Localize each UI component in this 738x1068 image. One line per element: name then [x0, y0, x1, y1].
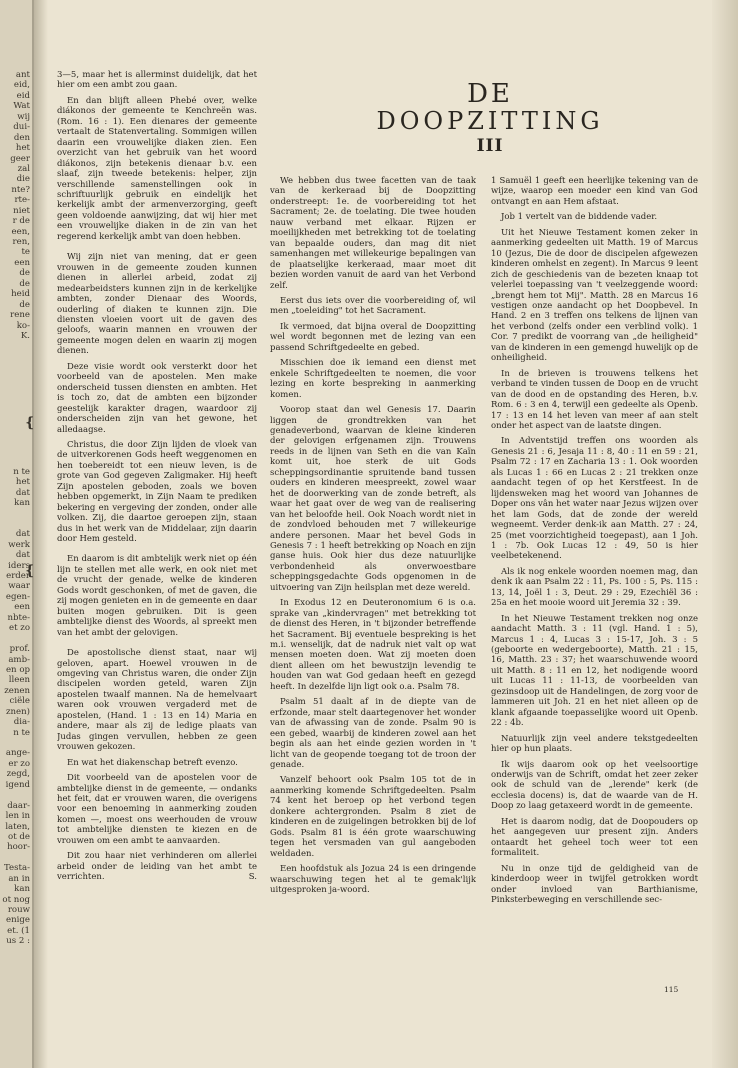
previous-page-fragment: de — [19, 278, 30, 289]
paragraph: In Adventstijd treffen ons woorden als Genesis 21 : 6, Jesaja 11 : 8, 40 : 11 en 59 : 21, Psalm 72 : 17 en Zacharia 13 : 1. Ook woorden als Lucas 1 : 66 en Lucas 2 : 21 trekken onze aandacht tegen of op het Kerstfeest. In de lijdensweken mag het woord van Johannes de Doper ons vân het water naar Jezus wijzen over het lam Gods, dat de zonde der wereld wegneemt. Verder denk-ik aan Matth. 27 : 24, 25 (met voorzichtigheid toegepast), aan 1 Joh. 1 : 7b. Ook Lucas 12 : 49, 50 is hier veelbetekenend. — [491, 436, 698, 562]
previous-page-fragment: dat — [15, 487, 30, 498]
previous-page-fragment — [0, 790, 30, 800]
previous-page-fragment — [0, 373, 30, 383]
previous-page-fragment — [0, 446, 30, 456]
previous-page-fragment: het — [15, 143, 30, 154]
previous-page-fragment: daar- — [7, 800, 30, 811]
previous-page-fragment: nbte- — [7, 612, 30, 623]
previous-page-fragments — [0, 70, 30, 947]
paragraph: Uit het Nieuwe Testament komen zeker in aanmerking gedeelten uit Matth. 19 of Marcus 10 (Jezus, Die de door de discipelen afgewezen kinderen omhelst en zegent). In Marcus 9 leent zich de geschiedenis van de bezeten knaap tot velerlei toepassing van 't veelzeggende woord: „brengt hem tot Mij". Matth. 28 en Marcus 16 vestigen onze aandacht op het Doopbevel. In Hand. 2 en 3 treffen ons telkens de lijnen van het verbond (zelfs onder een verblind volk). 1 Cor. 7 predikt de voorrang van „de heiligheid" van de kinderen in een gemengd huwelijk op de onheiligheid. — [491, 227, 698, 364]
paragraph: Misschien doe ik iemand een dienst met enkele Schriftgedeelten te noemen, die voor lezing en korte bespreking in aanmerking komen. — [270, 358, 476, 400]
previous-page-fragment: waar — [8, 581, 30, 592]
previous-page-fragment: ange- — [5, 748, 30, 759]
previous-page-fragment: r de — [12, 216, 30, 227]
column-right — [491, 176, 698, 996]
previous-page-fragment: n te — [13, 466, 30, 477]
paragraph: Als ik nog enkele woorden noemen mag, dan denk ik aan Psalm 22 : 11, Ps. 100 : 5, Ps. 115 : 13, 14, Joël 1 : 3, Deut. 29 : 29, Ezechiël 36 : 25a en het mooie woord uit Jeremia 32 : 39. — [491, 566, 698, 609]
previous-page-fragment: een — [14, 602, 30, 613]
previous-page-fragment: ant — [15, 70, 30, 80]
page-edge — [712, 0, 738, 1068]
previous-page-fragment: n te — [13, 727, 30, 738]
article-title — [280, 80, 700, 156]
column-middle — [270, 176, 476, 956]
previous-page-fragment — [0, 383, 30, 393]
previous-page-fragment — [0, 634, 30, 644]
previous-page-fragment: rte- — [14, 195, 30, 206]
margin-bracket-icon: ❴ — [24, 415, 36, 431]
paragraph: De apostolische dienst staat, naar wij geloven, apart. Hoewel vrouwen in de omgeving van Christus waren, die onder Zijn discipelen worden geteld, waren Zijn apostelen twaalf mannen. Na de hemelvaart waren ook vrouwen vergaderd met de apostelen, (Hand. 1 : 13 en 14) Maria en andere, maar als zij de ledige plaats van Judas gingen vervullen, hebben ze geen vrouwen gekozen. — [57, 648, 257, 753]
previous-page-fragment: en op — [5, 664, 30, 675]
paragraph: We hebben dus twee facetten van de taak van de kerkeraad bij de Doopzitting onderstreept: 1e. de voorbereiding tot het Sacrament; 2e. de toelating. Die twee houden nauw verband met elkaar. Rijzen er moeilijkheden met betrekking tot de toelating van bepaalde ouders, dan mag dit niet samenhangen met willekeurige bepalingen van de plaatselijke kerkeraad, maar moet dit bezien worden vanuit de aard van het Verbond zelf. — [270, 176, 476, 291]
previous-page-fragment: wij — [17, 111, 30, 122]
previous-page-fragment: rene — [10, 310, 30, 321]
previous-page-fragment: us 2 : — [6, 936, 30, 947]
previous-page-fragment — [0, 738, 30, 748]
previous-page-fragment: een, — [11, 226, 30, 237]
paragraph-text: Dit zou haar niet verhinderen om allerlei arbeid onder de leiding van het ambt te verrichten. — [57, 851, 257, 883]
paragraph: Psalm 51 daalt af in de diepte van de erfzonde, maar stelt daartegenover het wonder van de afwassing van de zonde. Psalm 90 is een gebed, waarbij de kinderen zowel aan het begin als aan het einde gezien worden in 't licht van de geopende toegang tot de troon der genade. — [270, 697, 476, 771]
previous-page-fragment: et zo — [9, 623, 30, 634]
previous-page-fragment: ot de — [8, 831, 30, 842]
paragraph: 3—5, maar het is allerminst duidelijk, dat het hier om een ambt zou gaan. — [57, 70, 257, 91]
previous-page-fragment: et. (1 — [7, 925, 30, 936]
previous-page-fragment: zal — [17, 163, 30, 174]
previous-page-fragment: niet — [13, 205, 30, 216]
previous-page-fragment: laten, — [5, 821, 30, 832]
previous-page-fragment: zegd, — [6, 769, 30, 780]
previous-page-fragment: eid, — [13, 80, 30, 91]
paragraph — [57, 851, 257, 882]
previous-page-fragment: amb- — [8, 654, 30, 665]
previous-page-fragment: kan — [14, 497, 30, 508]
previous-page-fragment: ko- — [16, 320, 30, 331]
previous-page-fragment: ciële — [9, 696, 30, 707]
previous-page-fragment: egen- — [5, 591, 30, 602]
paragraph: Wij zijn niet van mening, dat er geen vrouwen in de gemeente zouden kunnen dienen in allerlei arbeid, zodat zij medearbeidsters kunnen zijn in de kerkelijke ambten, zonder Dienaar des Woords, ouderling of diaken te kunnen zijn. Die diensten vloeien voort uit de gaven des geloofs, waarin mannen en vrouwen der gemeente mogen delen en waarin zij mogen dienen. — [57, 252, 257, 357]
binding-shadow — [34, 0, 48, 1068]
previous-page-fragment — [0, 394, 30, 404]
previous-page-fragment: enige — [6, 915, 30, 926]
previous-page-fragment: Wat — [13, 101, 30, 112]
previous-page-fragment: len in — [5, 811, 30, 822]
paragraph: Natuurlijk zijn veel andere tekstgedeelten hier op hun plaats. — [491, 733, 698, 755]
title-line-1: DE — [467, 79, 513, 109]
paragraph: In het Nieuwe Testament trekken nog onze aandacht Matth. 3 : 11 (vgl. Hand. 1 : 5), Marcus 1 : 4, Lucas 3 : 15-17, Joh. 3 : 5 (geboorte en wedergeboorte), Matth. 21 : 15, 16, Matth. 23 : 37; het waarschuwende woord uit Matth. 8 : 11 en 12, het nodigende woord uit Lucas 11 : 11-13, de voorbeelden van gezinsdoop uit de Handelingen, de zorg voor de lammeren uit Joh. 21 en het niet alleen op de klank afgaande toepasselijke woord uit Openb. 22 : 4b. — [491, 613, 698, 729]
previous-page-fragment: geer — [10, 153, 30, 164]
previous-page-fragment — [0, 352, 30, 362]
previous-page-fragment: werk — [8, 539, 30, 550]
previous-page-fragment: rouw — [7, 905, 30, 915]
previous-page-fragment: lleen — [8, 675, 30, 686]
previous-page-fragment: ot nog — [2, 894, 30, 905]
paragraph: Job 1 vertelt van de biddende vader. — [501, 212, 658, 223]
previous-page-fragment: kan — [14, 884, 30, 895]
previous-page-fragment: eid — [16, 90, 30, 101]
previous-page-fragment — [0, 362, 30, 372]
previous-page-fragment — [0, 853, 30, 863]
paragraph: Een hoofdstuk als Jozua 24 is een dringende waarschuwing tegen het al te gemak'lijk uitgesproken ja-woord. — [270, 864, 476, 895]
author-signature: S. — [248, 872, 257, 883]
previous-page-fragment: dui- — [13, 122, 30, 133]
previous-page-fragment: dat — [15, 550, 30, 561]
previous-page-fragment: den — [13, 132, 30, 143]
paragraph: Nu in onze tijd de geldigheid van de kinderdoop weer in twijfel getrokken wordt onder invloed van Barthianisme, Pinksterbeweging en verschillende sec- — [491, 863, 698, 905]
previous-page-fragment: er zo — [8, 758, 30, 769]
paragraph: In de brieven is trouwens telkens het verband te vinden tussen de Doop en de vrucht van de dood en de opstanding des Heren, b.v. Rom. 6 : 3 en 4, terwijl een gedeelte als Openb. 17 : 13 en 14 het leven van meer af aan stelt onder het aspect van de laatste dingen. — [491, 368, 698, 431]
previous-page-fragment: de — [19, 268, 30, 279]
previous-page-fragment — [0, 519, 30, 529]
previous-page-fragment: die — [16, 174, 30, 185]
previous-page-fragment: nte? — [11, 184, 30, 195]
paragraph: Deze visie wordt ook versterkt door het voorbeeld van de apostelen. Men make onderscheid tussen diensten en ambten. Het is toch zo, dat de ambten een bijzonder geestelijk karakter dragen, waardoor zij onderscheiden zijn van het gewone, het alledaagse. — [57, 361, 257, 435]
paragraph: En wat het diakenschap betreft evenzo. — [67, 757, 238, 768]
title-line-2: DOOPZITTING — [376, 107, 604, 135]
previous-page-fragment: ren, — [12, 237, 30, 247]
previous-page-fragment: hoor- — [7, 842, 30, 853]
previous-page-fragment: dia- — [13, 717, 30, 728]
previous-page-fragment: prof. — [9, 644, 30, 655]
previous-page-fragment: K. — [20, 330, 30, 341]
paragraph: Ik vermoed, dat bijna overal de Doopzitting wel wordt begonnen met de lezing van een passend Schriftgedeelte en gebed. — [270, 321, 476, 353]
paragraph: Dit voorbeeld van de apostelen voor de ambtelijke dienst in de gemeente, — ondanks het feit, dat er vrouwen waren, die overigens voor een benoeming in aanmerking zouden komen —, moest ons weerhouden de vrouw tot ambtelijke diensten te kiezen en de vrouwen om een ambt te aanvaarden. — [57, 773, 257, 846]
paragraph: Ik wijs daarom ook op het veelsoortige onderwijs van de Schrift, omdat het zeer zeker ook de schuld van de „lerende" kerk (de ecclesia docens) is, dat de waarde van de H. Doop zo laag getaxeerd wordt in de gemeente. — [491, 759, 698, 812]
previous-page-fragment: an in — [8, 873, 30, 884]
previous-page-fragment: Testa- — [3, 863, 30, 874]
previous-page-fragment: te — [21, 247, 30, 258]
previous-page-strip — [0, 0, 34, 1068]
previous-page-fragment: een — [14, 257, 30, 268]
page-number: 115 — [664, 985, 679, 994]
previous-page-fragment: heid — [11, 289, 30, 300]
paragraph: Het is daarom nodig, dat de Doopouders op het aangegeven uur present zijn. Anders ontaardt het geheel toch weer tot een formaliteit. — [491, 816, 698, 859]
paragraph: Eerst dus iets over die voorbereiding of, wil men „toeleiding" tot het Sacrament. — [270, 295, 476, 317]
column-left — [57, 70, 257, 1030]
previous-page-fragment — [0, 456, 30, 466]
previous-page-fragment: znen) — [5, 706, 30, 717]
previous-page-fragment: de — [19, 299, 30, 310]
paragraph: En daarom is dit ambtelijk werk niet op één lijn te stellen met alle werk, en ook niet met de vrucht der genade, welke de kinderen Gods wordt geschonken, of met de gaven, die zij mogen genieten en in de gemeente en daar buiten mogen gebruiken. Dit is geen ambtelijke dienst des Woords, al spreekt men van het ambt der gelovigen. — [57, 554, 257, 638]
paragraph: 1 Samuël 1 geeft een heerlijke tekening van de wijze, waarop een moeder een kind van God ontvangt en aan Hem afstaat. — [491, 176, 698, 207]
title-part-number: III — [476, 136, 504, 156]
paragraph: In Exodus 12 en Deuteronomium 6 is o.a. sprake van „kindervragen" met betrekking tot de dienst des Heren, in 't bijzonder betreffende het Sacrament. Bij eventuele bespreking is het m.i. wenselijk, dat de nadruk niet valt op wat mensen moeten doen. Wat zij moeten doen dient alleen om het bewustzijn levendig te houden van wat God gedaan heeft en gezegd heeft. In dezelfde lijn ligt ook o.a. Psalm 78. — [270, 598, 476, 692]
paragraph: Voorop staat dan wel Genesis 17. Daarin liggen de grondtrekken van het genadeverbond, waarvan de kleine kinderen der gelovigen erfgenamen zijn. Trouwens reeds in de lijnen van Seth en die van Kaïn komt uit, hoe sterk de uit Gods scheppingsordinantie spruitende band tussen ouders en kinderen meespreekt, zowel waar het de doorwerking van de zonde betreft, als waar het gaat over de weg van de realisering van het beloofde heil. Ook Noach wordt niet in de zondvloed behouden met 7 willekeurige andere personen. Maar het bevel Gods in Genesis 7 : 1 heeft betrekking op Noach en zijn ganse huis. Ook hier dus deze natuurlijke verbondenheid als onverwoestbare scheppingsgedachte Gods opgenomen in de uitvoering van Zijn heilsplan met deze wereld. — [270, 405, 476, 593]
previous-page-fragment — [0, 435, 30, 445]
previous-page-fragment: dat — [15, 529, 30, 540]
previous-page-fragment — [0, 508, 30, 518]
previous-page-fragment: igend — [5, 779, 30, 790]
paragraph: Vanzelf behoort ook Psalm 105 tot de in aanmerking komende Schriftgedeelten. Psalm 74 kent het beroep op het verbond tegen donkere achtergronden. Psalm 8 ziet de kinderen en de zuigelingen betrokken bij de lof Gods. Psalm 81 is één grote waarschuwing tegen het versmaden van gul aangeboden weldaden. — [270, 775, 476, 859]
paragraph: Christus, die door Zijn lijden de vloek van de uitverkorenen Gods heeft weggenomen en hen toebereidt tot een nieuw leven, is de grote van God gegeven Zaligmaker. Hij heeft Zijn apostelen geboden, zoals we boven hebben opgemerkt, in Zijn Naam te prediken bekering en vergeving der zonden, onder alle volken. Zij, die daartoe geroepen zijn, staan dus in het werk van de Middelaar, zijn daarin door Hem gesteld. — [57, 439, 257, 545]
previous-page-fragment: erder — [6, 571, 30, 581]
previous-page-fragment: het — [15, 477, 30, 488]
previous-page-fragment: zenen — [4, 685, 30, 696]
paragraph: En dan blijft alleen Phebé over, welke diákonos der gemeente te Kenchreën was. (Rom. 16 : 1). Een dienares der gemeente vertaalt de Statenvertaling. Sommigen willen daarin een vrouwelijke diaken zien. Een overzicht van het gebruik van het woord diákonos, zijn betekenis dienaar b.v. een slaaf, zijn tweede betekenis: helper, zijn verschillende samenstellingen ook in schriftuurlijk gebruik en eindelijk het kerkelijk ambt der armenverzorging, geeft geen voldoende aanwijzing, dat wij hier met een vrouwelijke diaken in de zin van het regerend kerkelijk ambt van doen hebben. — [57, 95, 257, 242]
margin-bracket-icon: ❴ — [24, 563, 36, 579]
previous-page-fragment — [0, 341, 30, 351]
previous-page-fragment — [0, 404, 30, 414]
previous-page-fragment: iders — [8, 560, 30, 571]
